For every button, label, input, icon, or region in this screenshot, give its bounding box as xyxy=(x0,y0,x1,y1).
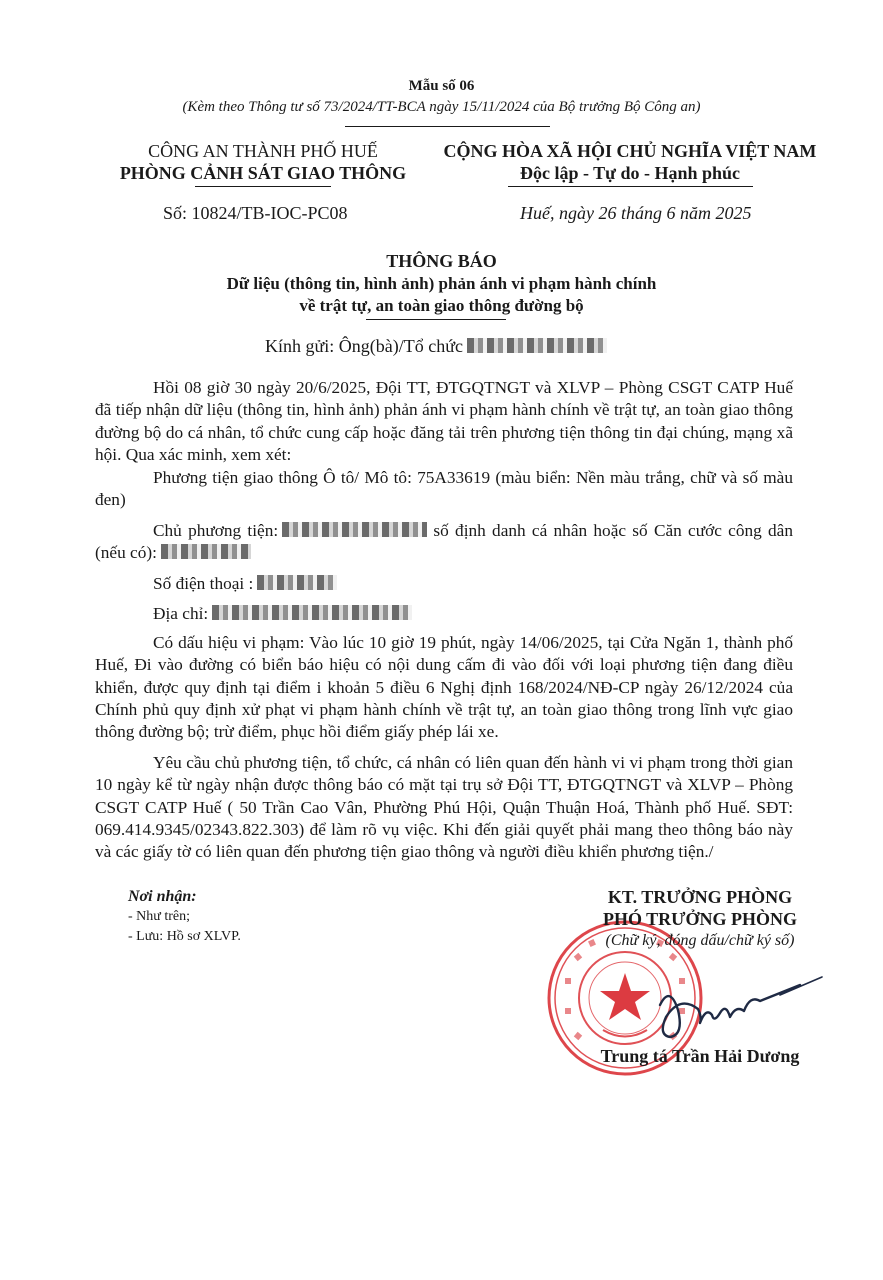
handwritten-signature-icon xyxy=(640,965,830,1045)
document-subtitle: Dữ liệu (thông tin, hình ảnh) phản ánh vi phạm hành chính xyxy=(226,274,657,293)
paragraph-phone xyxy=(95,573,793,595)
divider xyxy=(366,319,506,320)
nation-block xyxy=(420,140,840,184)
signer-name: Trung tá Trần Hải Dương xyxy=(600,1046,800,1066)
phone-label: Số điện thoại : xyxy=(153,574,254,593)
divider xyxy=(508,186,753,187)
signer-deputy-role: PHÓ TRƯỞNG PHÒNG xyxy=(602,909,797,929)
redacted-owner xyxy=(282,522,427,537)
document-date: Huế, ngày 26 tháng 6 năm 2025 xyxy=(520,203,752,223)
document-title: THÔNG BÁO xyxy=(386,251,497,271)
nation-motto: Độc lập - Tự do - Hạnh phúc xyxy=(519,163,741,183)
redacted-id xyxy=(161,544,251,559)
paragraph-request: Yêu cầu chủ phương tiện, tổ chức, cá nhân có liên quan đến hành vi vi phạm trong thời gian 10 ngày kể từ ngày nhận được thông báo có mặt tại trụ sở Đội TT, ĐTGQTNGT và XLVP – Phòng CSGT CATP Huế ( 50 Trần Cao Vân, Phường Phú Hội, Quận Thuận Hoá, Thành phố Huế. SĐT: 069.414.9345/02343.822.303) để làm rõ vụ việc. Khi đến giải quyết phải mang theo thông báo này và các giấy tờ có liên quan đến phương tiện giao thông và người điều khiển phương tiện./ xyxy=(95,753,793,862)
issuer-line2: PHÒNG CẢNH SÁT GIAO THÔNG xyxy=(119,163,407,183)
attachment-note: (Kèm theo Thông tư số 73/2024/TT-BCA ngày 15/11/2024 của Bộ trưởng Bộ Công an) xyxy=(182,99,701,115)
issuer-block xyxy=(108,140,418,184)
signer-role: KT. TRƯỞNG PHÒNG xyxy=(607,887,793,907)
recipient-item: - Như trên; xyxy=(128,909,191,924)
redacted-recipient xyxy=(467,338,607,353)
paragraph-address xyxy=(95,603,793,625)
paragraph-owner xyxy=(95,520,793,565)
paragraph-violation: Có dấu hiệu vi phạm: Vào lúc 10 giờ 19 phút, ngày 14/06/2025, tại Cửa Ngăn 1, thành phố Huế, Đi vào đường có biển báo hiệu có nội dung cấm đi vào đối với loại phương tiện đang điều khiển, được quy định tại điểm i khoản 5 điều 6 Nghị định 168/2024/NĐ-CP ngày 26/12/2024 của Chính phủ quy định xử phạt vi phạm hành chính về trật tự, an toàn giao thông trong lĩnh vực giao thông đường bộ; trừ điểm, phục hồi điểm giấy phép lái xe. xyxy=(95,633,793,742)
recipient-label: Kính gửi: Ông(bà)/Tổ chức xyxy=(265,336,463,356)
issuer-line1: CÔNG AN THÀNH PHỐ HUẾ xyxy=(148,141,378,161)
signature-note: (Chữ ký, đóng dấu/chữ ký số) xyxy=(605,932,795,949)
nation-name: CỘNG HÒA XÃ HỘI CHỦ NGHĨA VIỆT NAM xyxy=(443,141,817,161)
recipient-item: - Lưu: Hồ sơ XLVP. xyxy=(128,929,241,944)
form-number: Mẫu số 06 xyxy=(408,78,475,94)
divider xyxy=(345,126,550,127)
paragraph-vehicle: Phương tiện giao thông Ô tô/ Mô tô: 75A33619 (màu biển: Nền màu trắng, chữ và số màu đen) xyxy=(95,468,793,510)
paragraph-intro: Hồi 08 giờ 30 ngày 20/6/2025, Đội TT, ĐTGQTNGT và XLVP – Phòng CSGT CATP Huế đã tiếp nhận dữ liệu (thông tin, hình ảnh) phản ánh vi phạm hành chính về trật tự, an toàn giao thông đường bộ do cá nhân, tổ chức cung cấp hoặc đăng tải trên phương tiện thông tin đại chúng, mạng xã hội. Qua xác minh, xem xét: xyxy=(95,378,793,464)
address-label: Địa chỉ: xyxy=(153,604,209,623)
recipient-line xyxy=(265,336,607,357)
owner-label: Chủ phương tiện: xyxy=(153,521,279,540)
redacted-address xyxy=(212,605,412,620)
document-number: Số: 10824/TB-IOC-PC08 xyxy=(163,203,348,223)
document-subtitle-2: về trật tự, an toàn giao thông đường bộ xyxy=(299,296,584,315)
owner-id-label: số định danh cá nhân hoặc số Căn cước công dân (nếu có): xyxy=(95,521,793,563)
recipients-title: Nơi nhận: xyxy=(128,888,197,905)
divider xyxy=(195,186,331,187)
redacted-phone xyxy=(257,575,337,590)
